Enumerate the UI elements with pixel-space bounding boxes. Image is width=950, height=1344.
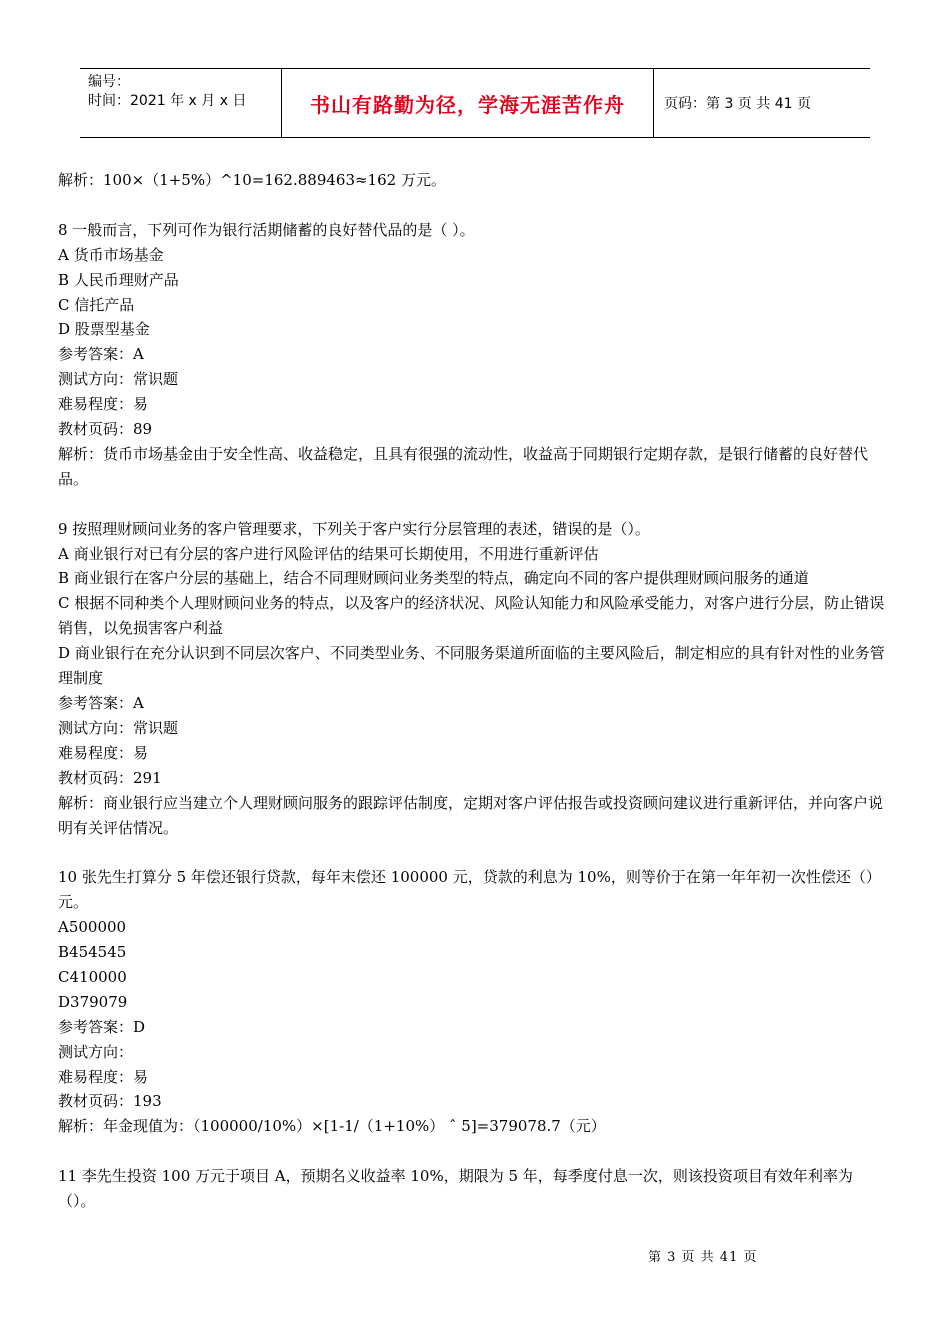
test-direction: 测试方向： [58,1042,134,1061]
page-header [80,68,870,138]
header-page-cell [654,69,870,137]
spacer [58,1139,890,1164]
previous-analysis: 解析：100×（1+5%）^10=162.889463≈162 万元。 [58,171,446,189]
question-text: 10 张先生打算分 5 年偿还银行贷款，每年末偿还 100000 元，贷款的利息为 10%，则等价于在第一年年初一次性偿还（）元。 [58,868,881,912]
test-direction: 测试方向：常识题 [58,718,179,737]
reference-answer: 参考答案：A [58,345,144,364]
analysis: 解析：商业银行应当建立个人理财顾问服务的跟踪评估制度，定期对客户评估报告或投资顾问建议进行重新评估，并向客户说明有关评估情况。 [58,793,884,837]
reference-answer: 参考答案：D [58,1017,146,1036]
option-c: C 信托产品 [58,295,135,314]
reference-answer: 参考答案：A [58,694,144,712]
header-motto-cell [281,69,654,137]
document-date: 时间：2021 年 x 月 x 日 [88,93,247,109]
option-a: A 货币市场基金 [58,245,164,264]
textbook-page: 教材页码：89 [58,420,153,439]
option-a: A500000 [58,918,127,937]
spacer [58,840,890,865]
difficulty-level: 难易程度：易 [58,743,149,762]
option-b: B454545 [58,943,127,962]
option-c: C410000 [58,967,127,986]
option-a: A 商业银行对已有分层的客户进行风险评估的结果可长期使用，不用进行重新评估 [58,544,599,563]
option-b: B 人民币理财产品 [58,270,179,289]
header-motto: 书山有路勤为径，学海无涯苦作舟 [310,92,625,117]
document-body [58,168,890,1214]
question-8 [58,218,890,492]
difficulty-level: 难易程度：易 [58,395,149,414]
option-d: D379079 [58,992,128,1011]
option-b: B 商业银行在客户分层的基础上，结合不同理财顾问业务类型的特点，确定向不同的客户提供理财顾问服务的通道 [58,569,809,588]
option-c: C 根据不同种类个人理财顾问业务的特点，以及客户的经济状况、风险认知能力和风险承受能力，对客户进行分层，防止错误销售，以免损害客户利益 [58,594,885,638]
question-10 [58,865,890,1139]
question-text: 9 按照理财顾问业务的客户管理要求，下列关于客户实行分层管理的表述，错误的是（）。 [58,519,650,538]
header-page-number: 页码：第 3 页 共 41 页 [664,96,811,112]
spacer [58,492,890,517]
question-text: 8 一般而言，下列可作为银行活期储蓄的良好替代品的是（ ）。 [58,220,475,239]
option-d: D 商业银行在充分认识到不同层次客户、不同类型业务、不同服务渠道所面临的主要风险后，制定相应的具有针对性的业务管理制度 [58,644,885,688]
question-9 [58,517,890,841]
question-text: 11 李先生投资 100 万元于项目 A，预期名义收益率 10%，期限为 5 年，每季度付息一次，则该投资项目有效年利率为（）。 [58,1167,853,1211]
difficulty-level: 难易程度：易 [58,1067,149,1086]
spacer [58,193,890,218]
analysis: 解析：年金现值为：（100000/10%）×[1-1/（1+10%） ˆ 5]=379078.7（元） [58,1117,606,1136]
header-meta [80,69,281,137]
textbook-page: 教材页码：291 [58,768,162,787]
option-d: D 股票型基金 [58,320,150,339]
analysis: 解析：货币市场基金由于安全性高、收益稳定，且具有很强的流动性，收益高于同期银行定期存款，是银行储蓄的良好替代品。 [58,444,869,488]
test-direction: 测试方向：常识题 [58,370,179,389]
document-number-label: 编号： [88,74,130,90]
question-11 [58,1164,890,1214]
page-footer: 第 3 页 共 41 页 [648,1250,758,1265]
textbook-page: 教材页码：193 [58,1092,162,1111]
